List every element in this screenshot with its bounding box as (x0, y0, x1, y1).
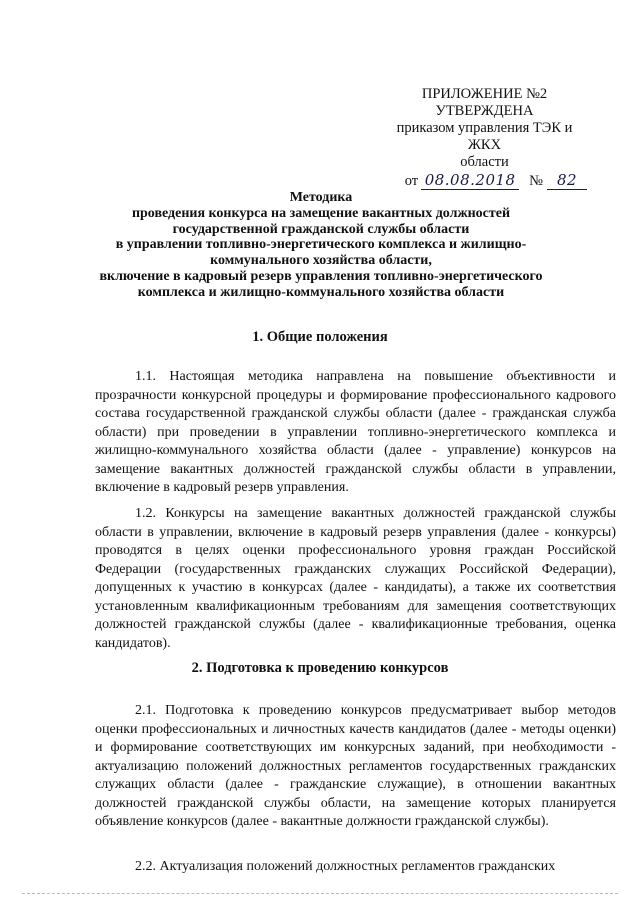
appendix-label: ПРИЛОЖЕНИЕ №2 (421, 86, 548, 102)
handwritten-number: 82 (547, 172, 587, 190)
approved-by-region: области (460, 154, 509, 170)
paragraph-2-1: 2.1. Подготовка к проведению конкурсов предусматривает выбор методов оценки профессиональных и личностных качеств кандидатов (далее - методы оценки) и формирование соответствующих им конкурсных заданий, при необходимости - актуализацию положений должностных регламентов государственных гражданских служащих области (далее - гражданские служащие), в отношении вакантных должностей гражданской службы области, на замещение которых планируется объявление конкурсов (далее - вакантные должности гражданской службы). (95, 703, 616, 829)
handwritten-date: 08.08.2018 (421, 172, 519, 190)
section-2-heading: 2. Подготовка к проведению конкурсов (191, 660, 449, 676)
approved-label: УТВЕРЖДЕНА (435, 103, 534, 119)
number-prefix: № (529, 173, 543, 189)
paragraph-1-1: 1.1. Настоящая методика направлена на повышение объективности и прозрачности конкурсной процедуры и формирование профессионального кадрового состава государственной гражданской службы области (далее - гражданская служба области) при проведении в управлении топливно-энергетического комплекса и жилищно-коммунального хозяйства области (далее - управление) конкурсов на замещение вакантных должностей гражданской службы области в управлении, включение в кадровый резерв управления. (95, 369, 616, 495)
scan-edge-line (22, 893, 618, 894)
title-line: проведения конкурса на замещение вакантных должностей (131, 205, 511, 221)
title-line: коммунального хозяйства области, (210, 253, 432, 269)
paragraph-1-2: 1.2. Конкурсы на замещение вакантных должностей гражданской службы области в управлении, включение в кадровый резерв управления (далее - конкурсы) проводятся в целях оценки профессионального уровня граждан Российской Федерации (государственных гражданских служащих Российской Федерации), допущенных к участию в конкурсах (далее - кандидаты), а также их соответствия установленным квалификационным требованиям для замещения соответствующих должностей гражданской службы (далее - квалификационные требования, оценка кандидатов). (95, 506, 616, 651)
title-line: Методика (289, 190, 353, 205)
approved-by-label: приказом управления ТЭК и ЖКХ (396, 120, 573, 153)
title-line: государственной гражданской службы области (172, 221, 470, 237)
order-date-line (382, 172, 587, 190)
approval-stamp-block (382, 86, 587, 190)
title-line: комплекса и жилищно-коммунального хозяйства области (137, 284, 505, 300)
title-line: в управлении топливно-энергетического комплекса и жилищно- (115, 237, 527, 253)
section-1-heading: 1. Общие положения (252, 329, 388, 345)
paragraph-2-2: 2.2. Актуализация положений должностных регламентов гражданских (135, 859, 556, 874)
document-title (86, 190, 556, 301)
date-prefix: от (404, 173, 419, 189)
title-line: включение в кадровый резерв управления топливно-энергетического (99, 268, 543, 284)
